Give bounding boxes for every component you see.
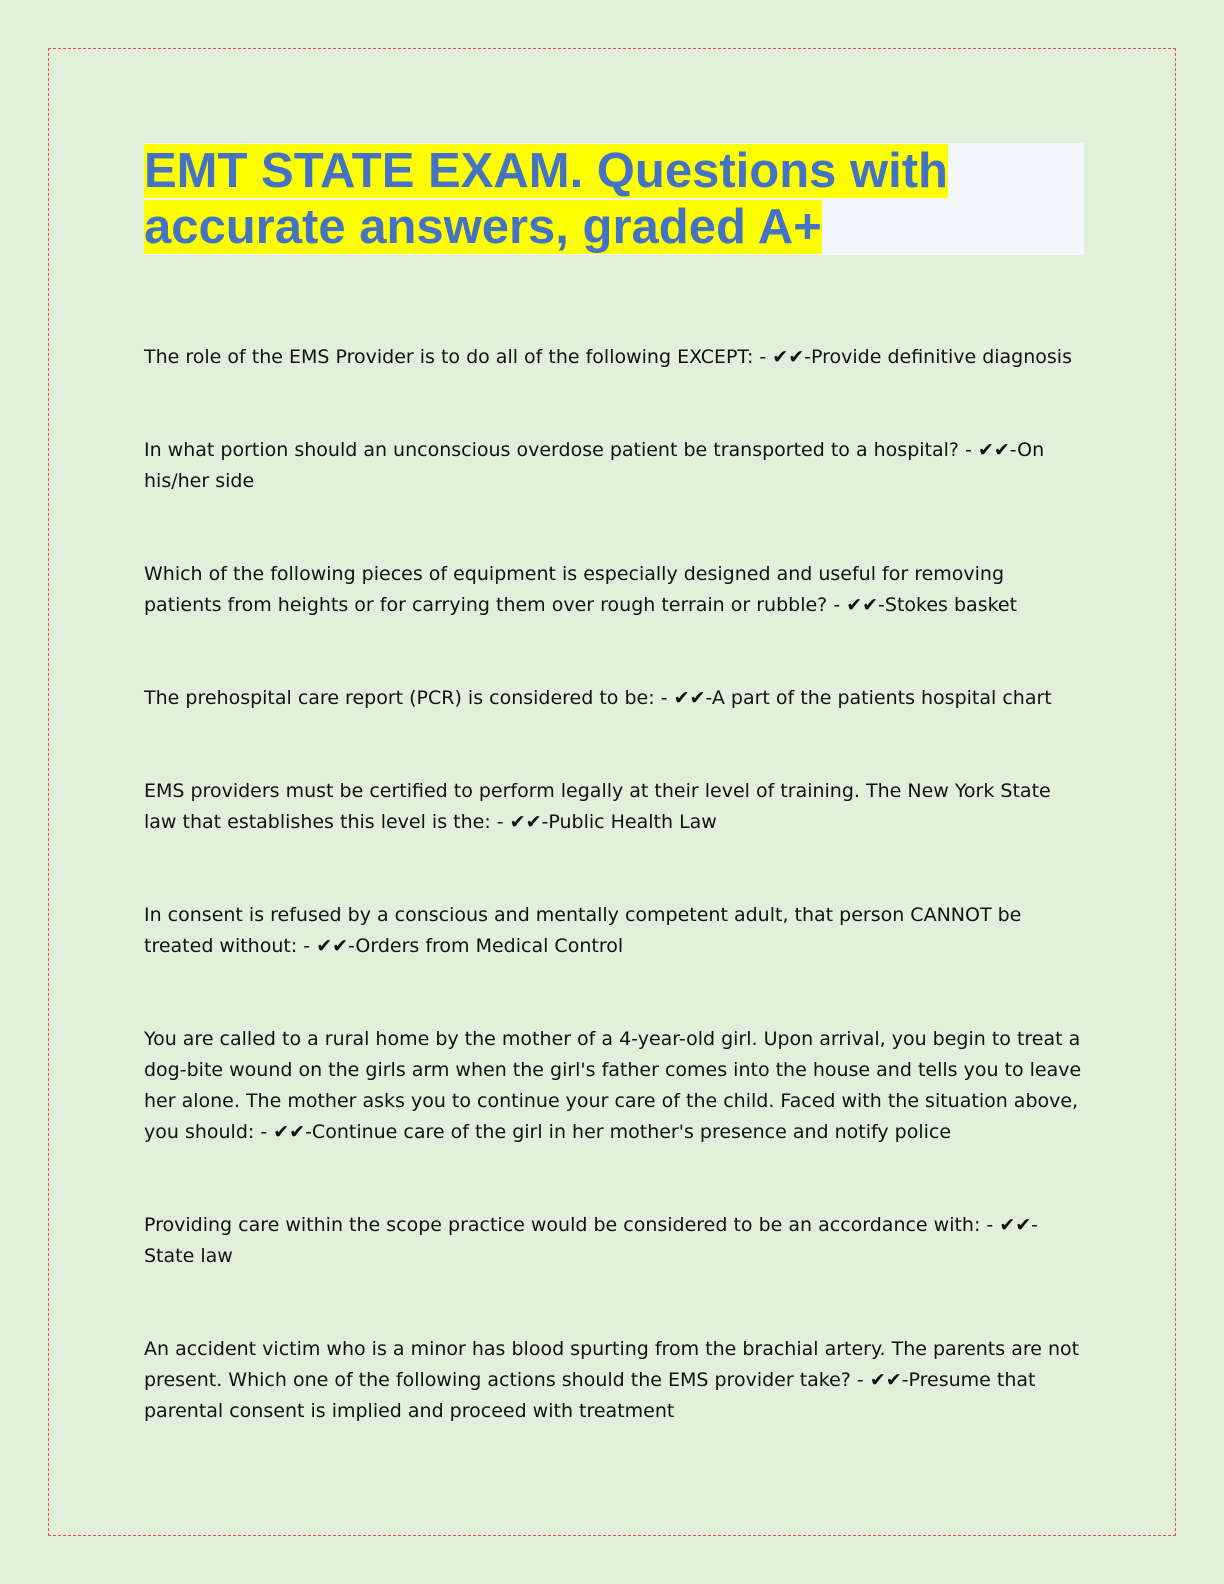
qa-item bbox=[144, 900, 1084, 962]
question-text: An accident victim who is a minor has blood spurting from the brachial artery. The parents are not present. Which one of the following actions should the EMS provider take? - bbox=[144, 1338, 1080, 1391]
check-mark-icon: ✔✔ bbox=[869, 1369, 902, 1391]
check-mark-icon: ✔✔ bbox=[999, 1214, 1032, 1236]
answer-text: -A part of the patients hospital chart bbox=[705, 687, 1052, 709]
answer-text: -Orders from Medical Control bbox=[348, 935, 624, 957]
question-text: You are called to a rural home by the mother of a 4-year-old girl. Upon arrival, you begin to treat a dog-bite wound on the girls arm when the girl's father comes into the house and tells you to leave her alone. The mother asks you to continue your care of the child. Faced with the situation above, you should: - bbox=[144, 1028, 1082, 1143]
check-mark-icon: ✔✔ bbox=[977, 439, 1010, 461]
question-text: EMS providers must be certified to perform legally at their level of training. The New York State law that establishes this level is the: - bbox=[144, 780, 1051, 833]
qa-item bbox=[144, 559, 1084, 621]
question-text: The role of the EMS Provider is to do all of the following EXCEPT: - bbox=[144, 346, 773, 368]
check-mark-icon: ✔✔ bbox=[273, 1121, 306, 1143]
answer-text: -Public Health Law bbox=[541, 811, 717, 833]
qa-list bbox=[144, 342, 1084, 1489]
document-title bbox=[144, 143, 1084, 255]
check-mark-icon: ✔✔ bbox=[316, 935, 349, 957]
answer-text: -Continue care of the girl in her mother's presence and notify police bbox=[305, 1121, 952, 1143]
question-text: Which of the following pieces of equipment is especially designed and useful for removing patients from heights or for carrying them over rough terrain or rubble? - bbox=[144, 563, 1005, 616]
question-text: The prehospital care report (PCR) is considered to be: - bbox=[144, 687, 674, 709]
qa-item bbox=[144, 776, 1084, 838]
answer-text: -State law bbox=[144, 1214, 1039, 1267]
check-mark-icon: ✔✔ bbox=[846, 594, 879, 616]
answer-text: -Provide definitive diagnosis bbox=[804, 346, 1072, 368]
answer-text: -Presume that parental consent is implied and proceed with treatment bbox=[144, 1369, 1036, 1422]
title-block bbox=[144, 143, 1084, 255]
title-line-1: EMT STATE EXAM. Questions with bbox=[144, 144, 948, 198]
qa-item bbox=[144, 342, 1084, 373]
question-text: Providing care within the scope practice would be considered to be an accordance with: - bbox=[144, 1214, 1000, 1236]
check-mark-icon: ✔✔ bbox=[772, 346, 805, 368]
check-mark-icon: ✔✔ bbox=[673, 687, 706, 709]
qa-item bbox=[144, 435, 1084, 497]
question-text: In consent is refused by a conscious and mentally competent adult, that person CANNOT be treated without: - bbox=[144, 904, 1022, 957]
answer-text: -Stokes basket bbox=[878, 594, 1018, 616]
check-mark-icon: ✔✔ bbox=[509, 811, 542, 833]
qa-item bbox=[144, 1024, 1084, 1148]
title-line-2: accurate answers, graded A+ bbox=[144, 200, 822, 254]
qa-item bbox=[144, 683, 1084, 714]
qa-item bbox=[144, 1210, 1084, 1272]
qa-item bbox=[144, 1334, 1084, 1427]
question-text: In what portion should an unconscious overdose patient be transported to a hospital? - bbox=[144, 439, 978, 461]
answer-text: -On his/her side bbox=[144, 439, 1045, 492]
